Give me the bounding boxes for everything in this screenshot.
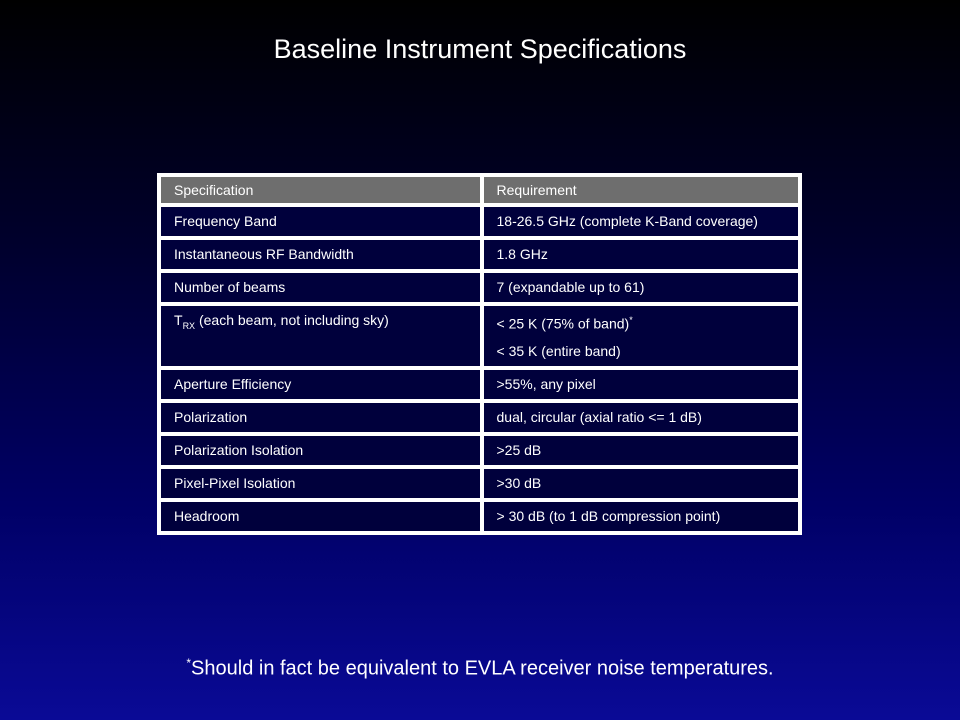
footnote-text: Should in fact be equivalent to EVLA receiver noise temperatures. xyxy=(191,657,774,680)
footnote-marker: * xyxy=(186,656,192,670)
requirement-line: < 35 K (entire band) xyxy=(496,342,621,359)
requirement-text: < 25 K (75% of band) xyxy=(496,315,630,332)
table-header-row xyxy=(159,175,800,205)
spec-rest: (each beam, not including sky) xyxy=(195,312,389,328)
table-row xyxy=(159,401,800,434)
table-row xyxy=(159,500,800,533)
spec-subscript: RX xyxy=(182,320,196,331)
spec-cell xyxy=(159,304,482,368)
requirement-cell: > 30 dB (to 1 dB compression point) xyxy=(482,500,801,533)
requirement-cell: 18-26.5 GHz (complete K-Band coverage) xyxy=(482,205,801,238)
spec-cell: Pixel-Pixel Isolation xyxy=(159,467,482,500)
header-requirement: Requirement xyxy=(482,175,801,205)
slide-title: Baseline Instrument Specifications xyxy=(273,34,687,64)
table-row xyxy=(159,467,800,500)
spec-cell: Headroom xyxy=(159,500,482,533)
table-row xyxy=(159,238,800,271)
spec-cell: Number of beams xyxy=(159,271,482,304)
spec-cell: Aperture Efficiency xyxy=(159,368,482,401)
table-row xyxy=(159,368,800,401)
header-specification: Specification xyxy=(159,175,482,205)
requirement-cell: dual, circular (axial ratio <= 1 dB) xyxy=(482,401,801,434)
spec-cell: Instantaneous RF Bandwidth xyxy=(159,238,482,271)
table-row xyxy=(159,271,800,304)
requirement-line xyxy=(497,311,799,334)
table-row xyxy=(159,434,800,467)
footnote xyxy=(0,656,960,681)
requirement-cell: >30 dB xyxy=(482,467,801,500)
requirement-cell: 7 (expandable up to 61) xyxy=(482,271,801,304)
requirement-cell: >25 dB xyxy=(482,434,801,467)
table-row xyxy=(159,304,800,368)
footnote-marker: * xyxy=(629,315,633,325)
spec-cell: Frequency Band xyxy=(159,205,482,238)
requirement-cell: >55%, any pixel xyxy=(482,368,801,401)
table-row xyxy=(159,205,800,238)
spec-table xyxy=(157,173,802,535)
requirement-cell: 1.8 GHz xyxy=(482,238,801,271)
requirement-cell xyxy=(482,304,801,368)
spec-cell: Polarization xyxy=(159,401,482,434)
spec-main: T xyxy=(174,312,183,328)
spec-cell: Polarization Isolation xyxy=(159,434,482,467)
